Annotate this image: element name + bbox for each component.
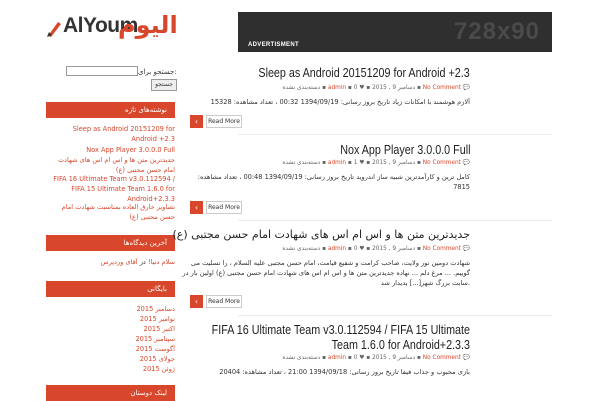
chevron-left-icon[interactable]: ‹: [190, 295, 203, 308]
post-title[interactable]: Sleep as Android 20151209 for Android +2.3: [258, 66, 470, 80]
search-input[interactable]: [66, 66, 138, 76]
comment-author-link[interactable]: آقای وردپرس: [100, 258, 138, 266]
post-excerpt: بازی محبوب و جذاب فیفا تاریخ بروز رسانی: 1394/09/18 21:00 ، تعداد مشاهده: 20404: [219, 368, 470, 376]
search-label: جستجو برای:: [138, 68, 177, 76]
site-logo-english[interactable]: AlYoum: [63, 14, 138, 37]
comment-connector: در: [139, 258, 146, 266]
post-date: دسامبر 9 , 2015: [372, 160, 416, 166]
read-more-button[interactable]: Read More: [206, 115, 242, 128]
post-status: دسته‌بندی نشده: [282, 85, 321, 91]
post-likes: 1: [353, 160, 358, 166]
recent-post-link[interactable]: Nox App Player 3.0.0.0 Full: [86, 146, 175, 154]
post-meta: دسته‌بندی نشده ▪ admin ▪ دسامبر 9 , 2015 ▪ ♥ 0 ▪ No Comment 💬: [282, 85, 470, 91]
archive-link[interactable]: جولای 2015: [139, 355, 175, 363]
archive-link[interactable]: آگوست 2015: [135, 345, 175, 353]
post-date: دسامبر 9 , 2015: [372, 355, 416, 361]
post-author[interactable]: admin: [327, 246, 347, 252]
post-likes: 0: [353, 246, 358, 252]
post-meta: دسته‌بندی نشده ▪ admin ▪ دسامبر 9 , 2015 ▪ ♥ 1 ▪ No Comment 💬: [282, 160, 470, 166]
post-excerpt: کامل ترین و کارآمدترین شبیه ساز اندروید تاریخ بروز رسانی: 1394/09/19 00:48 ، تعداد مشاهده: 7815: [197, 173, 470, 191]
post-date: دسامبر 9 , 2015: [372, 246, 416, 252]
archive-link[interactable]: دسامبر 2015: [136, 305, 175, 313]
chevron-left-icon[interactable]: ‹: [190, 201, 203, 214]
archive-link[interactable]: ژوئن 2015: [142, 365, 175, 373]
archive-link[interactable]: سپتامبر 2015: [135, 335, 175, 343]
read-more-button[interactable]: Read More: [206, 295, 242, 308]
like-icon[interactable]: ♥: [359, 355, 365, 361]
post-title[interactable]: FIFA 16 Ultimate Team v3.0.112594 / FIFA 15 Ultimate Team 1.6.0 for Android+2.3.3: [211, 323, 470, 352]
post-title[interactable]: جدیدترین متن ها و اس ام اس های شهادت امام حسن مجتبی (ع): [172, 228, 470, 241]
recent-posts-title: نوشته‌های تازه: [46, 102, 175, 118]
ad-size-text: 728x90: [453, 18, 540, 45]
post-excerpt: شهادت دومین نور ولایت، صاحب کرامت و شفیع قیامت، امام حسن مجتبی علیه السلام ، را تسلیت می گوییم. ... مرغ دلم ... نهاده جدیدترین متن ها و اس ام اس های شهادت امام حسن مجتبی (ع) اولین بار در سایت بزرگ شهر[...] بدیدار شد.: [182, 259, 470, 287]
post-meta: دسته‌بندی نشده ▪ admin ▪ دسامبر 9 , 2015 ▪ ♥ 0 ▪ No Comment 💬: [282, 355, 470, 361]
post-status: دسته‌بندی نشده: [282, 355, 321, 361]
post-meta: دسته‌بندی نشده ▪ admin ▪ دسامبر 9 , 2015 ▪ ♥ 0 ▪ No Comment 💬: [282, 246, 470, 252]
post-likes: 0: [353, 85, 358, 91]
post-author[interactable]: admin: [327, 160, 347, 166]
archive-link[interactable]: نوامبر 2015: [139, 315, 175, 323]
like-icon[interactable]: ♥: [359, 85, 365, 91]
post-title[interactable]: Nox App Player 3.0.0.0 Full: [339, 143, 470, 157]
post-status: دسته‌بندی نشده: [282, 246, 321, 252]
post-comments[interactable]: No Comment: [422, 160, 461, 166]
like-icon[interactable]: ♥: [359, 160, 365, 166]
site-logo-arabic[interactable]: اليوم: [118, 11, 178, 39]
pen-logo-icon: [46, 18, 62, 38]
post-status: دسته‌بندی نشده: [282, 160, 321, 166]
recent-comments-title: آخرین دیدگاه‌ها: [46, 235, 175, 251]
recent-post-link[interactable]: FIFA 16 Ultimate Team v3.0.112594 / FIFA 15 Ultimate Team 1.6.0 for Android+2.3.3: [53, 175, 175, 203]
post-date: دسامبر 9 , 2015: [372, 85, 416, 91]
recent-post-link[interactable]: تصاویر خارق العاده بمناسبت شهادت امام حسن مجتبی (ع): [61, 203, 175, 221]
post-excerpt: آلارم هوشمند با امکانات زیاد تاریخ بروز رسانی: 1394/09/19 00:32 ، تعداد مشاهده: 15328: [210, 98, 470, 106]
advertisement-banner[interactable]: [238, 12, 552, 52]
read-more-button[interactable]: Read More: [206, 201, 242, 214]
post-author[interactable]: admin: [327, 355, 347, 361]
comment-post-link[interactable]: سلام دنیا!: [147, 258, 175, 266]
divider: [238, 134, 552, 135]
post-comments[interactable]: No Comment: [422, 246, 461, 252]
recent-comment: [55, 257, 175, 267]
divider: [238, 315, 552, 316]
post-likes: 0: [353, 355, 358, 361]
recent-post-link[interactable]: جدیدترین متن ها و اس ام اس های شهادت امام حسن مجتبی (ع): [57, 156, 175, 174]
ad-label: ADVERTISMENT: [248, 42, 299, 48]
archives-title: بایگانی: [46, 281, 175, 297]
chevron-left-icon[interactable]: ‹: [190, 115, 203, 128]
links-title: لینک دوستان: [46, 385, 175, 401]
archive-link[interactable]: اکتبر 2015: [143, 325, 175, 333]
post-author[interactable]: admin: [327, 85, 347, 91]
post-comments[interactable]: No Comment: [422, 355, 461, 361]
post-comments[interactable]: No Comment: [422, 85, 461, 91]
like-icon[interactable]: ♥: [359, 246, 365, 252]
recent-post-link[interactable]: Sleep as Android 20151209 for Android +2.3: [72, 125, 175, 143]
search-button[interactable]: جستجو: [151, 79, 177, 91]
divider: [238, 220, 552, 221]
